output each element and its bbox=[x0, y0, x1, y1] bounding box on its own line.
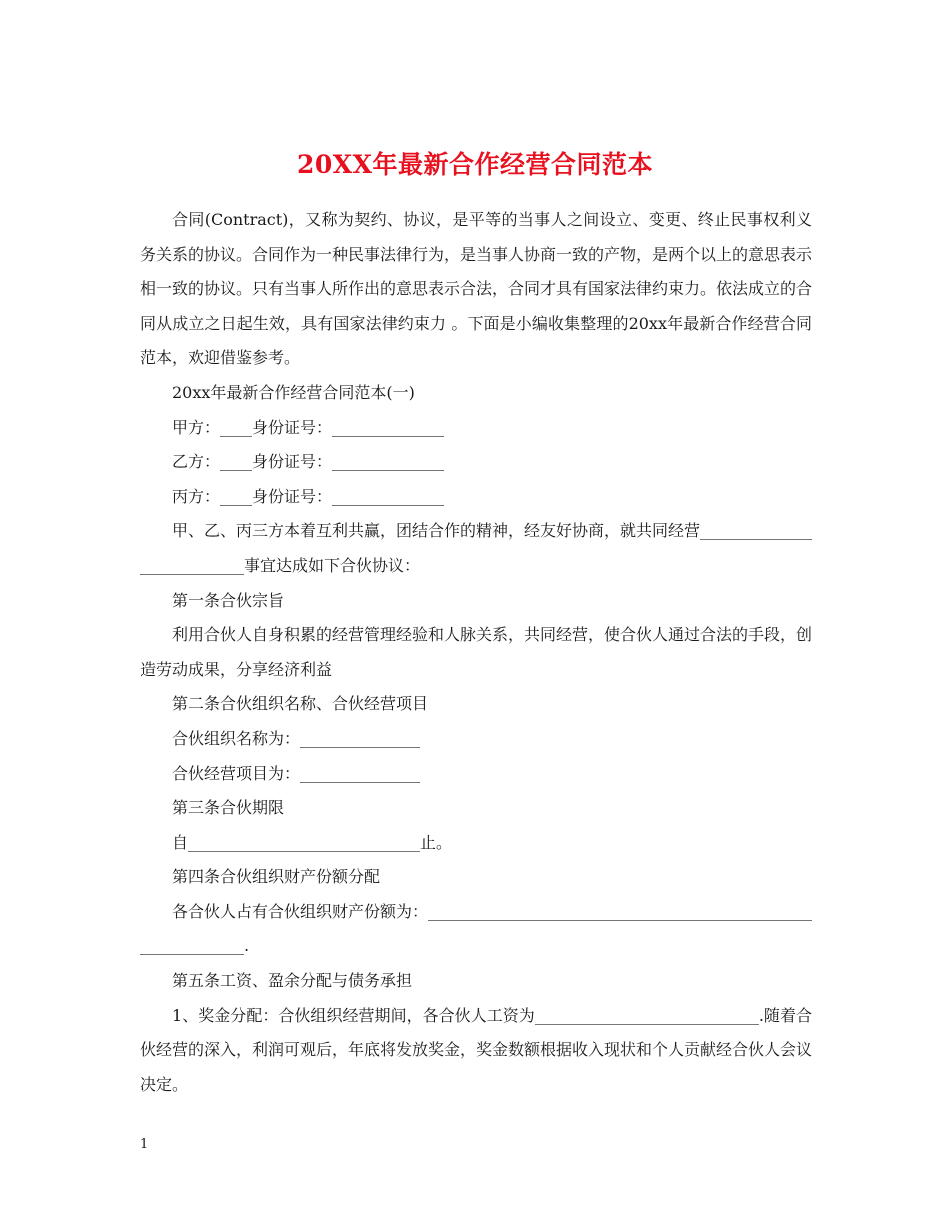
party-a-line: 甲方：____身份证号：______________ bbox=[172, 417, 445, 437]
article-2-heading: 第二条合伙组织名称、合伙经营项目 bbox=[172, 694, 429, 714]
article-4-heading: 第四条合伙组织财产份额分配 bbox=[172, 867, 381, 887]
property-share-line: 各合伙人占有合伙组织财产份额为：_____________________________________________________________. bbox=[140, 901, 813, 956]
contract-subtitle: 20xx年最新合作经营合同范本(一) bbox=[172, 382, 415, 402]
party-b-line: 乙方：____身份证号：______________ bbox=[172, 452, 445, 472]
partnership-project-line: 合伙经营项目为：_______________ bbox=[172, 763, 421, 783]
term-line: 自_____________________________止。 bbox=[172, 832, 453, 852]
article-1-text: 利用合伙人自身积累的经营管理经验和人脉关系，共同经营，使合伙人通过合法的手段，创造劳动成果，分享经济利益 bbox=[140, 625, 813, 679]
intro-paragraph: 合同(Contract)，又称为契约、协议，是平等的当事人之间设立、变更、终止民事权利义务关系的协议。合同作为一种民事法律行为，是当事人协商一致的产物，是两个以上的意思表示相一致的协议。只有当事人所作出的意思表示合法，合同才具有国家法律约束力。依法成立的合同从成立之日起生效，具有国家法律约束力 。下面是小编收集整理的20xx年最新合作经营合同范本，欢迎借鉴参考。 bbox=[140, 210, 813, 368]
article-1-heading: 第一条合伙宗旨 bbox=[172, 590, 285, 610]
article-5-heading: 第五条工资、盈余分配与债务承担 bbox=[172, 971, 413, 991]
article-3-heading: 第三条合伙期限 bbox=[172, 798, 285, 818]
document-body bbox=[140, 203, 812, 1102]
agreement-preamble: 甲、乙、丙三方本着互利共赢，团结合作的精神，经友好协商，就共同经营___________________________事宜达成如下合伙协议： bbox=[140, 521, 813, 575]
document-title: 20XX年最新合作经营合同范本 bbox=[296, 149, 654, 179]
partnership-name-line: 合伙组织名称为：_______________ bbox=[172, 728, 421, 748]
bonus-distribution-text: 1、奖金分配：合伙组织经营期间，各合伙人工资为____________________________.随着合伙经营的深入，利润可观后，年底将发放奖金，奖金数额根据收入现状和个人贡献经合伙人会议决定。 bbox=[140, 1005, 813, 1094]
page-number: 1 bbox=[140, 1137, 149, 1152]
party-c-line: 丙方：____身份证号：______________ bbox=[172, 486, 445, 506]
